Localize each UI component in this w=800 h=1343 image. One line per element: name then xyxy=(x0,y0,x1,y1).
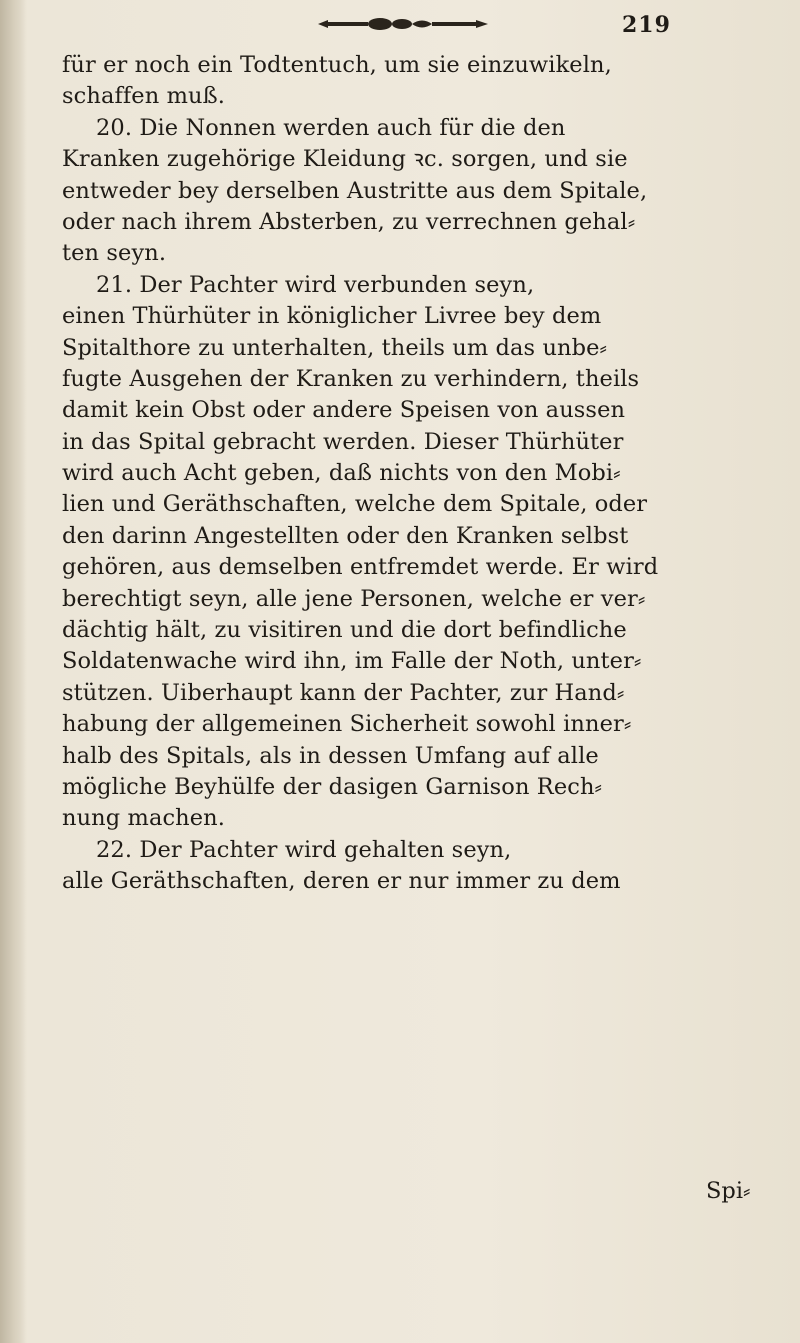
text-line: schaffen muß. xyxy=(62,83,225,110)
text-line: Kranken zugehörige Kleidung ꝛc. sorgen, und sie xyxy=(62,146,628,173)
text-line: 22. Der Pachter wird gehalten seyn, xyxy=(96,836,512,863)
text-line: fugte Ausgehen der Kranken zu verhindern, theils xyxy=(62,365,640,392)
text-line: für er noch ein Todtentuch, um sie einzuwikeln, xyxy=(62,52,612,78)
text-line: Soldatenwache wird ihn, im Falle der Noth, unter⸗ xyxy=(62,648,642,675)
text-line: 20. Die Nonnen werden auch für die den xyxy=(96,114,566,141)
page-number: 219 xyxy=(622,12,671,38)
text-line: lien und Geräthschaften, welche dem Spitale, oder xyxy=(62,491,648,518)
header-ornament xyxy=(318,16,498,32)
text-line: gehören, aus demselben entfremdet werde. Er wird xyxy=(62,554,659,581)
text-line: berechtigt seyn, alle jene Personen, welche er ver⸗ xyxy=(62,585,646,612)
text-line: nung machen. xyxy=(62,805,226,832)
spine-shadow xyxy=(0,0,26,1343)
text-line: ten seyn. xyxy=(62,240,167,267)
text-line: mögliche Beyhülfe der dasigen Garnison Rech⸗ xyxy=(62,773,603,800)
catchword: Spi⸗ xyxy=(706,1178,751,1204)
text-line: oder nach ihrem Absterben, zu verrechnen gehal⸗ xyxy=(62,208,636,235)
text-line: damit kein Obst oder andere Speisen von aussen xyxy=(62,397,626,424)
text-line: habung der allgemeinen Sicherheit sowohl inner⸗ xyxy=(62,711,632,738)
text-line: Spitalthore zu unterhalten, theils um das unbe⸗ xyxy=(62,334,608,361)
text-line: 21. Der Pachter wird verbunden seyn, xyxy=(96,271,535,298)
text-line: stützen. Uiberhaupt kann der Pachter, zur Hand⸗ xyxy=(62,679,625,706)
text-line: wird auch Acht geben, daß nichts von den Mobi⸗ xyxy=(62,460,621,487)
text-line: dächtig hält, zu visitiren und die dort befindliche xyxy=(62,617,627,644)
text-line: den darinn Angestellten oder den Kranken selbst xyxy=(62,522,629,549)
text-line: einen Thürhüter in königlicher Livree bey dem xyxy=(62,303,602,330)
text-line: entweder bey derselben Austritte aus dem Spitale, xyxy=(62,177,648,204)
text-line: halb des Spitals, als in dessen Umfang auf alle xyxy=(62,742,599,769)
page-text xyxy=(62,50,762,898)
text-line: alle Geräthschaften, deren er nur immer zu dem xyxy=(62,868,621,895)
text-line: in das Spital gebracht werden. Dieser Thürhüter xyxy=(62,428,624,455)
